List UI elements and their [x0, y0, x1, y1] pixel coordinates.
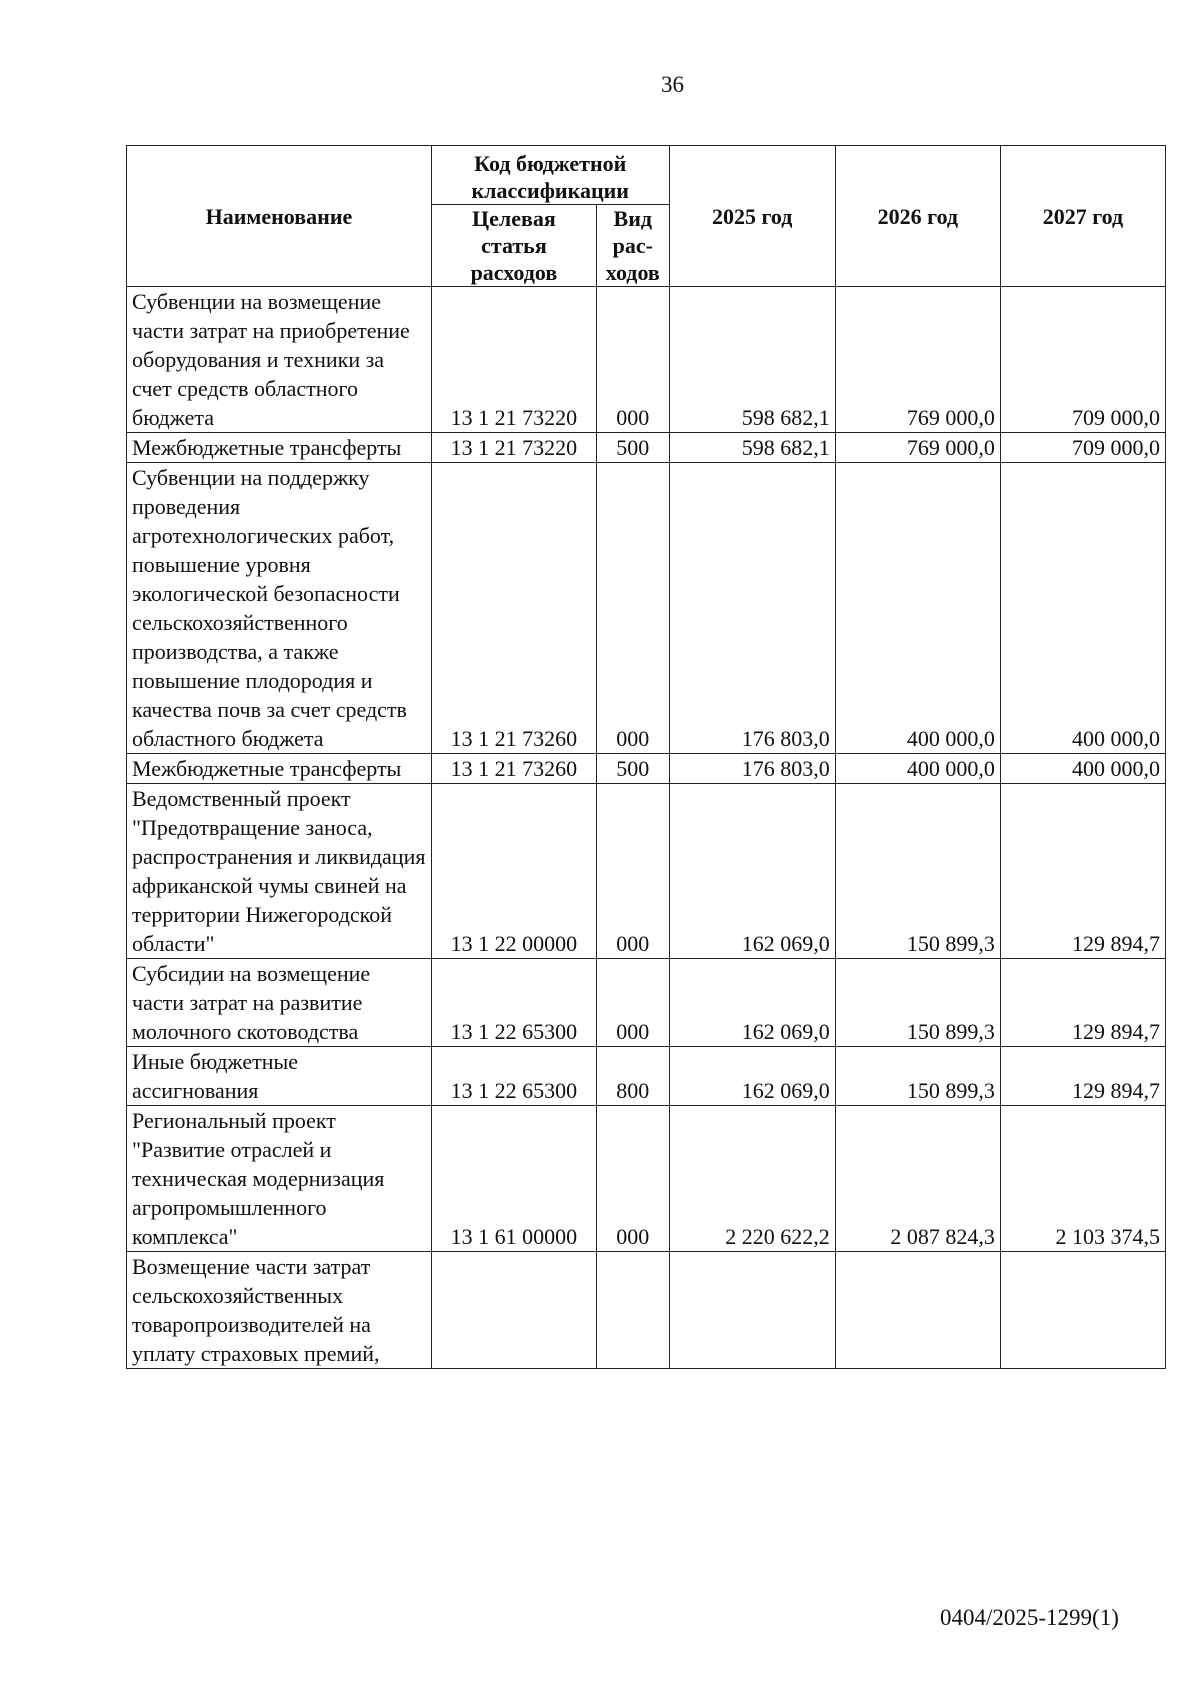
row-value-2025: 176 803,0 [669, 754, 835, 784]
row-expense-type: 800 [596, 1047, 669, 1106]
row-name: Региональный проект "Развитие отраслей и техническая модернизация агропромышленного комплекса" [127, 1106, 432, 1252]
row-value-2026: 150 899,3 [835, 1047, 1000, 1106]
row-target-code: 13 1 21 73220 [431, 287, 596, 433]
row-value-2026 [835, 1252, 1000, 1369]
table-row [127, 287, 1166, 433]
row-expense-type: 500 [596, 754, 669, 784]
row-value-2027: 400 000,0 [1000, 754, 1165, 784]
budget-table [126, 145, 1166, 1369]
row-value-2027: 129 894,7 [1000, 784, 1165, 959]
header-target-article: Целевая статья расходов [431, 205, 596, 287]
header-2027: 2027 год [1000, 146, 1165, 287]
row-name: Возмещение части затрат сельскохозяйственных товаропроизводителей на уплату страховых премий, [127, 1252, 432, 1369]
row-value-2025: 162 069,0 [669, 959, 835, 1047]
row-expense-type: 000 [596, 959, 669, 1047]
row-value-2027: 129 894,7 [1000, 959, 1165, 1047]
row-target-code: 13 1 22 65300 [431, 1047, 596, 1106]
row-target-code: 13 1 22 00000 [431, 784, 596, 959]
header-2026: 2026 год [835, 146, 1000, 287]
row-value-2026: 150 899,3 [835, 784, 1000, 959]
row-value-2025: 598 682,1 [669, 287, 835, 433]
row-value-2025: 176 803,0 [669, 463, 835, 754]
row-value-2027: 2 103 374,5 [1000, 1106, 1165, 1252]
row-value-2026: 769 000,0 [835, 433, 1000, 463]
row-value-2025: 2 220 622,2 [669, 1106, 835, 1252]
row-name: Субсидии на возмещение части затрат на развитие молочного скотоводства [127, 959, 432, 1047]
row-name: Межбюджетные трансферты [127, 754, 432, 784]
row-target-code: 13 1 21 73260 [431, 463, 596, 754]
row-target-code: 13 1 61 00000 [431, 1106, 596, 1252]
row-name: Субвенции на поддержку проведения агротехнологических работ, повышение уровня экологической безопасности сельскохозяйственного производства, а также повышение плодородия и качества почв за счет средств областного бюджета [127, 463, 432, 754]
table-row [127, 1252, 1166, 1369]
row-value-2027: 129 894,7 [1000, 1047, 1165, 1106]
header-expense-type: Вид рас-ходов [596, 205, 669, 287]
row-value-2027: 709 000,0 [1000, 287, 1165, 433]
row-value-2026: 2 087 824,3 [835, 1106, 1000, 1252]
row-target-code: 13 1 21 73220 [431, 433, 596, 463]
page-number: 36 [661, 72, 684, 97]
row-value-2025: 162 069,0 [669, 784, 835, 959]
row-value-2025 [669, 1252, 835, 1369]
table-row [127, 463, 1166, 754]
row-expense-type: 000 [596, 463, 669, 754]
table-row [127, 1047, 1166, 1106]
row-name: Межбюджетные трансферты [127, 433, 432, 463]
header-2025: 2025 год [669, 146, 835, 287]
row-value-2025: 162 069,0 [669, 1047, 835, 1106]
row-expense-type: 500 [596, 433, 669, 463]
table-row [127, 784, 1166, 959]
row-name: Субвенции на возмещение части затрат на приобретение оборудования и техники за счет средств областного бюджета [127, 287, 432, 433]
document-id: 0404/2025-1299(1) [940, 1605, 1119, 1630]
row-expense-type: 000 [596, 784, 669, 959]
row-value-2026: 150 899,3 [835, 959, 1000, 1047]
row-target-code: 13 1 22 65300 [431, 959, 596, 1047]
row-target-code: 13 1 21 73260 [431, 754, 596, 784]
row-value-2027: 709 000,0 [1000, 433, 1165, 463]
row-target-code [431, 1252, 596, 1369]
table-row [127, 1106, 1166, 1252]
table-row [127, 754, 1166, 784]
row-name: Ведомственный проект "Предотвращение заноса, распространения и ликвидация африканской чумы свиней на территории Нижегородской области" [127, 784, 432, 959]
header-name: Наименование [127, 146, 432, 287]
row-expense-type [596, 1252, 669, 1369]
row-expense-type: 000 [596, 287, 669, 433]
row-value-2026: 769 000,0 [835, 287, 1000, 433]
row-value-2026: 400 000,0 [835, 463, 1000, 754]
row-value-2027: 400 000,0 [1000, 463, 1165, 754]
row-name: Иные бюджетные ассигнования [127, 1047, 432, 1106]
row-value-2027 [1000, 1252, 1165, 1369]
row-value-2025: 598 682,1 [669, 433, 835, 463]
row-value-2026: 400 000,0 [835, 754, 1000, 784]
row-expense-type: 000 [596, 1106, 669, 1252]
header-row-1 [127, 146, 1166, 205]
table-row [127, 959, 1166, 1047]
table-row [127, 433, 1166, 463]
header-code-group: Код бюджетной классификации [431, 146, 669, 205]
